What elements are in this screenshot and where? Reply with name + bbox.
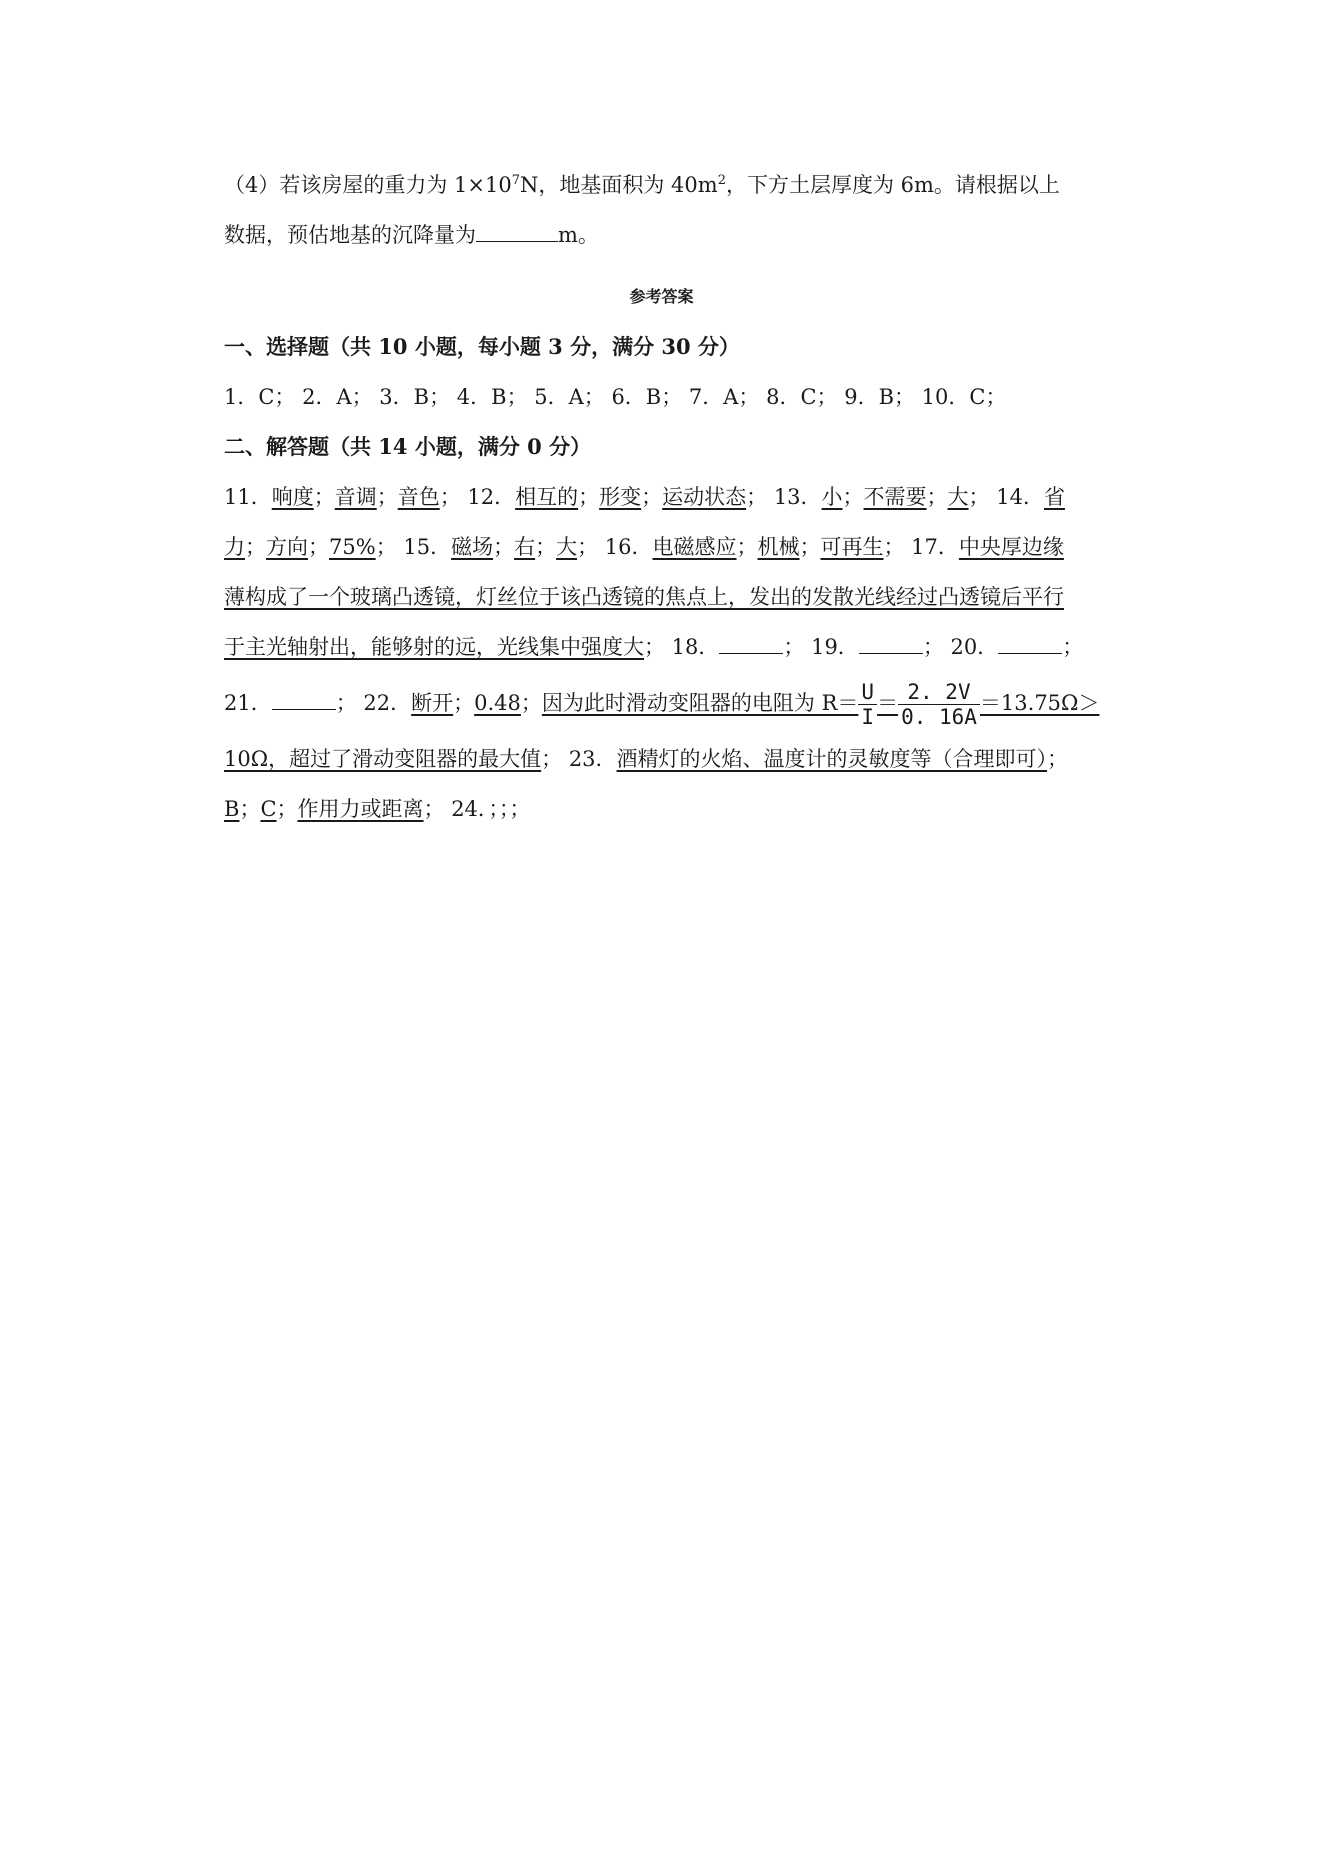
text: ；	[376, 485, 398, 509]
text: 21．	[224, 691, 272, 715]
answer: B	[224, 797, 240, 821]
text: ； 19．	[783, 635, 859, 659]
text: ；	[578, 485, 600, 509]
text: ；	[799, 535, 821, 559]
section-1	[224, 322, 1112, 422]
text: ； 14．	[968, 485, 1044, 509]
question-4	[224, 160, 1112, 260]
text: ；	[493, 535, 515, 559]
answer: 可再生	[820, 535, 884, 559]
text: （4）若该房屋的重力为 1×10	[224, 173, 512, 197]
answer: C	[260, 797, 277, 821]
answer: 不需要	[863, 485, 927, 509]
text: ；	[736, 535, 758, 559]
numerator: U	[858, 680, 877, 705]
answer: 作用力或距离	[297, 797, 424, 821]
answer: 大	[556, 535, 578, 559]
q4-line-2	[224, 210, 1112, 260]
text: ；	[926, 485, 948, 509]
answer-blank	[859, 635, 923, 654]
section-1-answers: 1．C； 2．A； 3．B； 4．B； 5．A； 6．B； 7．A； 8．C； 9．B； 10．C；	[224, 385, 1007, 409]
answer-blank	[476, 223, 558, 242]
section-2-line-2	[224, 522, 1112, 572]
section-2-line-1	[224, 472, 1112, 522]
denominator: 0. 16A	[901, 705, 977, 729]
text: 11．	[224, 485, 272, 509]
answer: 电磁感应	[652, 535, 737, 559]
text: m。	[558, 223, 599, 247]
section-2-line-6	[224, 734, 1112, 784]
answer: 10Ω，超过了滑动变阻器的最大值	[224, 747, 542, 771]
text: ；	[535, 535, 557, 559]
answer: 酒精灯的火焰、温度计的灵敏度等（合理即可）	[616, 747, 1048, 771]
answer: 音调	[334, 485, 377, 509]
section-2	[224, 422, 1112, 834]
text: ； 18．	[644, 635, 720, 659]
text: ； 24．；；；	[423, 797, 531, 821]
answer: 75%	[329, 535, 376, 559]
answer: 形变	[599, 485, 642, 509]
answer: 运动状态	[662, 485, 747, 509]
text: ； 20．	[922, 635, 999, 659]
text: ；	[308, 535, 329, 559]
answer: 中央厚边缘	[958, 535, 1064, 559]
section-1-heading: 一、选择题（共 10 小题，每小题 3 分，满分 30 分）	[224, 334, 740, 359]
exponent: 7	[511, 173, 520, 188]
q4-line-1	[224, 160, 1112, 210]
text: ； 23．	[541, 747, 617, 771]
text: 数据，预估地基的沉降量为	[224, 223, 476, 247]
text: ；	[520, 691, 542, 715]
text: ； 15．	[375, 535, 452, 559]
text: ；	[1047, 747, 1069, 771]
answer: 断开	[411, 691, 454, 715]
text: ； 13．	[746, 485, 822, 509]
text: ； 17．	[883, 535, 959, 559]
answer: ＝	[877, 691, 899, 715]
denominator: I	[861, 705, 875, 729]
answer: 薄构成了一个玻璃凸透镜，灯丝位于该凸透镜的焦点上，发出的发散光线经过凸透镜后平行	[224, 585, 1064, 609]
answer: 于主光轴射出，能够射的远，光线集中强度大	[224, 635, 644, 659]
answer-title: 参考答案	[629, 287, 694, 306]
exponent: 2	[717, 173, 726, 188]
answer: 右	[514, 535, 536, 559]
answer: 省	[1043, 485, 1065, 509]
text: ；	[245, 535, 266, 559]
text: ；	[453, 691, 475, 715]
text: ；	[641, 485, 663, 509]
section-2-line-4	[224, 622, 1112, 672]
section-2-heading: 二、解答题（共 14 小题，满分 0 分）	[224, 434, 592, 459]
text: N，地基面积为 40m	[520, 173, 718, 197]
answer: ＝13.75Ω＞	[979, 691, 1100, 715]
answer: 响度	[271, 485, 314, 509]
fraction-u-over-i	[858, 680, 877, 729]
answer-blank	[998, 635, 1062, 654]
answer-blank	[272, 691, 336, 710]
text: ； 12．	[439, 485, 516, 509]
text: ； 22．	[335, 691, 412, 715]
text: ；	[842, 485, 864, 509]
answer: 小	[821, 485, 843, 509]
section-2-line-7	[224, 784, 1112, 834]
text: ；	[276, 797, 298, 821]
text: ；	[313, 485, 335, 509]
answer: 0.48	[474, 691, 521, 715]
text: ； 16．	[577, 535, 653, 559]
answer: 因为此时滑动变阻器的电阻为 R＝	[541, 691, 859, 715]
answer: 大	[947, 485, 969, 509]
answer: 相互的	[515, 485, 579, 509]
answer: 音色	[397, 485, 440, 509]
answer: 力	[224, 535, 245, 559]
answer: 机械	[757, 535, 800, 559]
answer: 磁场	[451, 535, 494, 559]
text: ，下方土层厚度为 6m。请根据以上	[725, 173, 1060, 197]
answer: 方向	[266, 535, 308, 559]
section-2-line-5	[224, 672, 1112, 734]
section-2-line-3	[224, 572, 1112, 622]
numerator: 2. 2V	[898, 680, 980, 705]
text: ；	[239, 797, 261, 821]
answer-blank	[719, 635, 783, 654]
fraction-values	[898, 680, 980, 729]
text: ；	[1062, 635, 1084, 659]
